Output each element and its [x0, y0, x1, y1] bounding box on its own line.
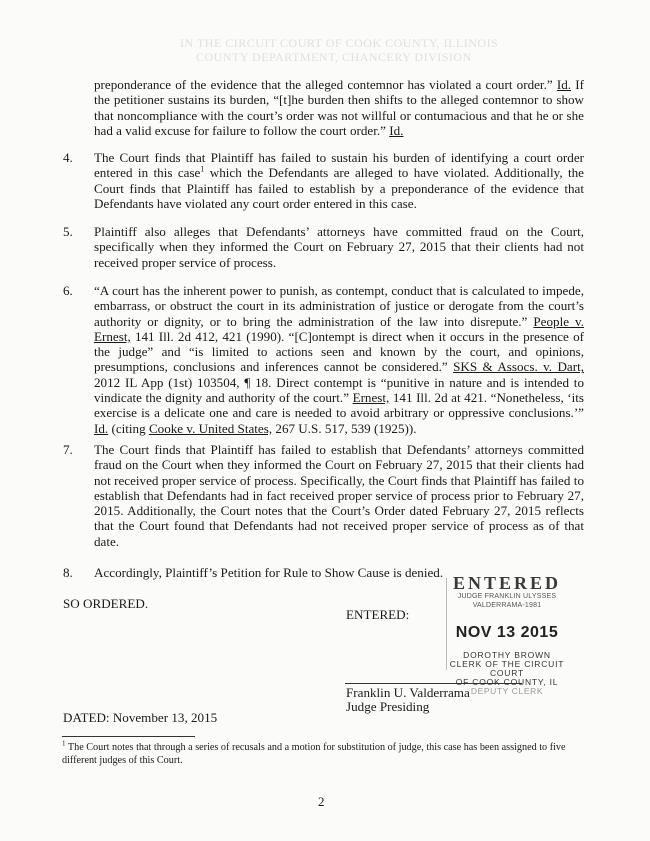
entered-label: ENTERED:: [346, 607, 410, 622]
paragraph-4: [94, 150, 584, 211]
paragraph-4-text-1: The Court finds that Plaintiff has failed to sustain his burden of identifying a court order entered in this case: [94, 150, 584, 181]
citation-id: Id.: [94, 420, 109, 436]
intro-paragraph: [94, 77, 584, 138]
paragraph-8: Accordingly, Plaintiff’s Petition for Rule to Show Cause is denied.: [94, 565, 444, 580]
paragraph-6-text-2: 141 Ill. 2d 412, 421 (1990). “[C]ontempt is direct when it occurs in the presence of the judge” and “is limited to actions seen and known by the court, and opinions, presumptions, conclusions and inferences cannot be considered.”: [94, 328, 584, 375]
stamp-county: OF COOK COUNTY, IL: [455, 677, 559, 687]
footnote-separator: [62, 736, 195, 737]
intro-text-1: preponderance of the evidence that the alleged contemnor has violated a court order.”: [94, 77, 553, 92]
page-number: 2: [318, 794, 325, 809]
footnote: [62, 741, 582, 767]
so-ordered: SO ORDERED.: [63, 596, 149, 611]
paragraph-6-text-5: (citing: [111, 420, 146, 436]
intro-text-2: If the petitioner sustains its burden, “[t]he burden then shifts to the alleged contemnor to show that noncompliance with the court’s order was not willful or contumacious and that he or she had a valid excuse for failure to follow the court order.”: [94, 77, 584, 138]
ghost-header-line-1: IN THE CIRCUIT COURT OF COOK COUNTY, ILLINOIS: [180, 36, 499, 50]
intro-citation-id-2: Id.: [389, 122, 404, 138]
judge-name: Franklin U. Valderrama: [346, 685, 470, 700]
intro-citation-id-1: Id.: [556, 77, 572, 92]
paragraph-5-number: 5.: [63, 224, 73, 239]
stamp-judge-name: JUDGE FRANKLIN ULYSSES VALDERRAMA-1981: [457, 593, 557, 609]
paragraph-7-number: 7.: [63, 442, 73, 457]
footnote-mark: 1: [62, 739, 66, 748]
footnote-reference: 1: [200, 164, 205, 174]
signature-line: [345, 683, 522, 684]
paragraph-4-number: 4.: [63, 150, 73, 165]
paragraph-8-number: 8.: [63, 565, 73, 580]
paragraph-6-text-1: “A court has the inherent power to punish, as contempt, conduct that is calculated to impede, embarrass, or obstruct the court in its administration of justice or derogate from the court’s authority or dignity, or to bring the administration of the law into disrepute.”: [94, 283, 584, 329]
paragraph-6: [94, 283, 584, 436]
footnote-text: The Court notes that through a series of recusals and a motion for substitution of judge, this case has been assigned to five different judges of this Court.: [62, 742, 566, 766]
paragraph-4-text-2: which the Defendants are alleged to have violated. Additionally, the Court finds that Plaintiff has failed to establish by a preponderance of the evidence that Defendants have violated any court order entered in this case.: [94, 165, 584, 211]
stamp-entered: ENTERED: [452, 573, 562, 593]
citation-sks-v-dart: SKS & Assocs. v. Dart,: [453, 359, 585, 375]
paragraph-5: Plaintiff also alleges that Defendants’ attorneys have committed fraud on the Court, specifically when they informed the Court on February 27, 2015 that their clients had not received proper service of process.: [94, 224, 584, 270]
judge-title: Judge Presiding: [346, 699, 430, 714]
dated-line: DATED: November 13, 2015: [63, 710, 218, 725]
paragraph-6-text-3: 2012 IL App (1st) 103504, ¶ 18. Direct contempt is “punitive in nature and is intended to vindicate the dignity and authority of the court.”: [94, 374, 584, 406]
stamp-date: NOV 13 2015: [455, 624, 559, 641]
paragraph-7: The Court finds that Plaintiff has failed to establish that Defendants’ attorneys committed fraud on the Court when they informed the Court on February 27, 2015 that their clients had not received proper service of process. Specifically, the Court finds that Plaintiff has failed to establish that Defendants had in fact received proper service of process prior to February 27, 2015. Additionally, the Court notes that the Court’s Order dated February 27, 2015 reflects that the Court found that Defendants had not received proper service of process as of that date.: [94, 442, 584, 549]
ghost-header-line-2: COUNTY DEPARTMENT, CHANCERY DIVISION: [196, 50, 472, 64]
court-entered-stamp: [438, 573, 576, 696]
paragraph-6-number: 6.: [63, 283, 73, 298]
stamp-clerk-name: DOROTHY BROWN: [463, 650, 551, 660]
paragraph-6-text-6: 267 U.S. 517, 539 (1925)).: [275, 420, 417, 436]
stamp-deputy: DEPUTY CLERK: [470, 686, 544, 696]
citation-cooke-v-united-states: Cooke v. United States,: [148, 420, 273, 436]
paragraph-6-text-4: 141 Ill. 2d at 421. “Nonetheless, ‘its exercise is a delicate one and care is needed to avoid arbitrary or oppressive conclusions.’”: [94, 390, 585, 421]
stamp-clerk-title: CLERK OF THE CIRCUIT COURT: [449, 659, 565, 678]
citation-ernest: Ernest,: [352, 390, 390, 406]
citation-people-v-ernest: People v. Ernest,: [94, 313, 584, 344]
